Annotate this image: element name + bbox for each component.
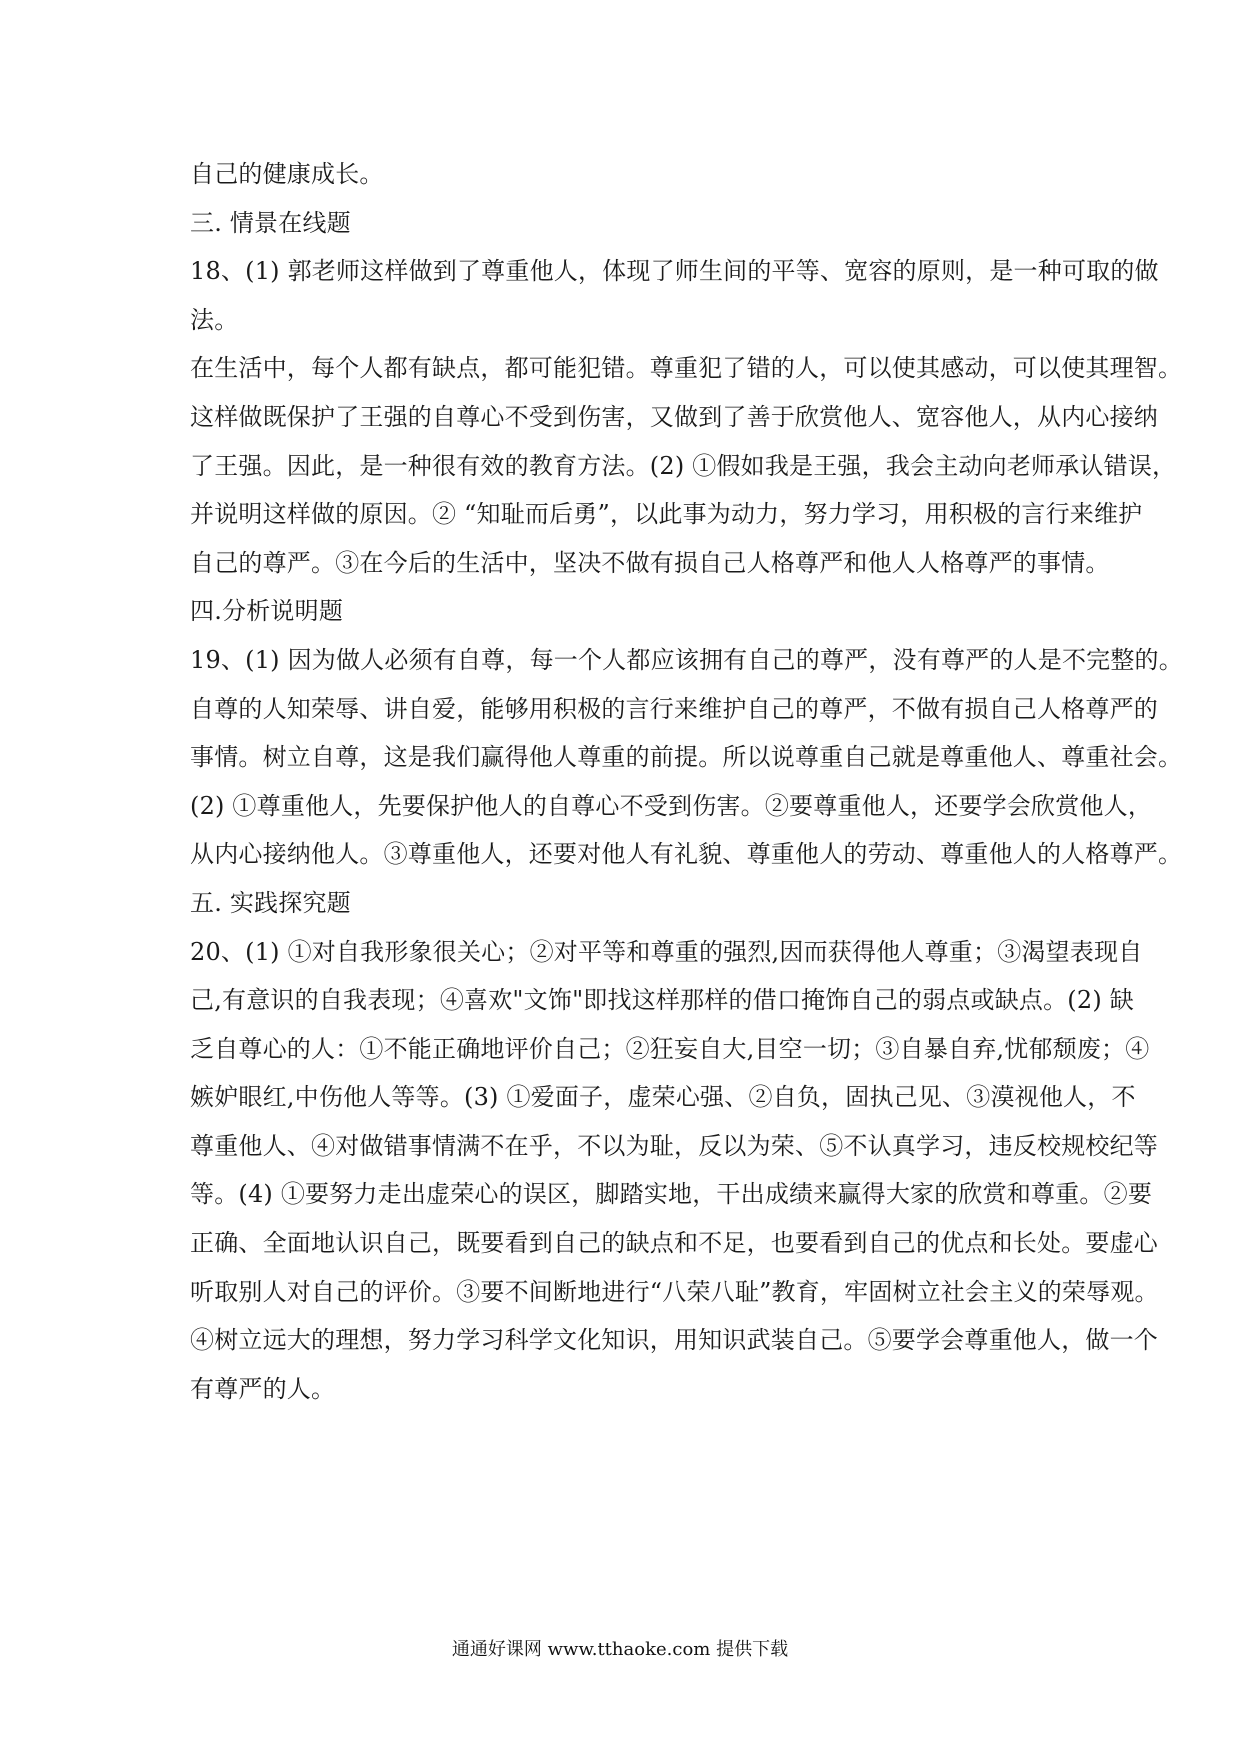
text-line: 听取别人对自己的评价。③要不间断地进行“八荣八耻”教育，牢固树立社会主义的荣辱观。 (190, 1277, 1159, 1306)
section-heading: 四.分析说明题 (190, 597, 344, 626)
text-line: 在生活中，每个人都有缺点，都可能犯错。尊重犯了错的人，可以使其感动，可以使其理智。 (190, 354, 1183, 383)
text-line: 19、(1) 因为做人必须有自尊，每一个人都应该拥有自己的尊严，没有尊严的人是不完整的。 (190, 645, 1183, 674)
text-line: 自己的尊严。③在今后的生活中，坚决不做有损自己人格尊严和他人人格尊严的事情。 (190, 548, 1110, 577)
page-footer: 通通好课网 www.tthaoke.com 提供下载 (451, 1639, 789, 1660)
section-heading: 三. 情景在线题 (190, 208, 351, 237)
text-line: 正确、全面地认识自己，既要看到自己的缺点和不足，也要看到自己的优点和长处。要虚心 (190, 1229, 1158, 1258)
text-line: 法。 (190, 305, 239, 334)
text-line: 尊重他人、④对做错事情满不在乎，不以为耻，反以为荣、⑤不认真学习，违反校规校纪等 (190, 1131, 1158, 1160)
text-line: (2) ①尊重他人，先要保护他人的自尊心不受到伤害。②要尊重他人，还要学会欣赏他人， (190, 791, 1153, 820)
text-line: 自尊的人知荣辱、讲自爱，能够用积极的言行来维护自己的尊严，不做有损自己人格尊严的 (190, 694, 1158, 723)
section-heading: 五. 实践探究题 (190, 888, 351, 917)
text-line: 从内心接纳他人。③尊重他人，还要对他人有礼貌、尊重他人的劳动、尊重他人的人格尊严。 (190, 840, 1183, 869)
text-line: 自己的健康成长。 (190, 160, 384, 188)
text-line: 并说明这样做的原因。② “知耻而后勇”，以此事为动力，努力学习，用积极的言行来维护 (190, 500, 1143, 529)
document-body (190, 150, 1183, 1413)
text-line: 事情。树立自尊，这是我们赢得他人尊重的前提。所以说尊重自己就是尊重他人、尊重社会。 (190, 743, 1183, 772)
text-line: 己,有意识的自我表现；④喜欢"文饰"即找这样那样的借口掩饰自己的弱点或缺点。(2) 缺 (190, 986, 1134, 1015)
text-line: ④树立远大的理想，努力学习科学文化知识，用知识武装自己。⑤要学会尊重他人，做一个 (190, 1326, 1158, 1355)
text-line: 20、(1) ①对自我形象很关心；②对平等和尊重的强烈,因而获得他人尊重；③渴望表现自 (190, 937, 1143, 966)
text-line: 嫉妒眼红,中伤他人等等。(3) ①爱面子，虚荣心强、②自负，固执己见、③漠视他人，不 (190, 1083, 1136, 1112)
text-line: 等。(4) ①要努力走出虚荣心的误区，脚踏实地，干出成绩来赢得大家的欣赏和尊重。②要 (190, 1180, 1153, 1209)
text-line: 18、(1) 郭老师这样做到了尊重他人，体现了师生间的平等、宽容的原则，是一种可取的做 (190, 257, 1159, 286)
text-line: 了王强。因此，是一种很有效的教育方法。(2) ①假如我是王强，我会主动向老师承认错误， (190, 451, 1177, 480)
text-line: 有尊严的人。 (190, 1374, 336, 1403)
text-line: 这样做既保护了王强的自尊心不受到伤害，又做到了善于欣赏他人、宽容他人，从内心接纳 (190, 402, 1158, 431)
text-line: 乏自尊心的人：①不能正确地评价自己；②狂妄自大,目空一切；③自暴自弃,忧郁颓废；④ (190, 1034, 1150, 1063)
